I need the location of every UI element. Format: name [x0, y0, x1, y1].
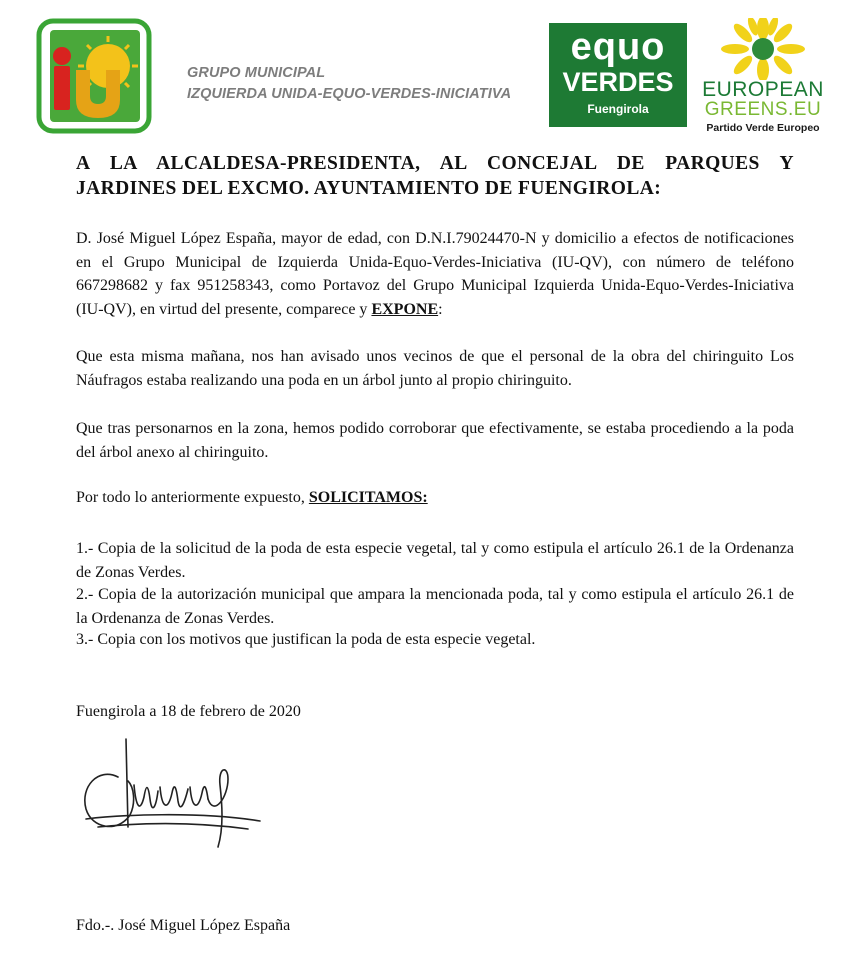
request-item-1: 1.- Copia de la solicitud de la poda de esta especie vegetal, tal y como estipula el artículo 26.1 de la Ordenanza de Zonas Verdes.: [76, 540, 794, 581]
intro-paragraph: [76, 227, 794, 321]
solicit-line: [76, 489, 794, 507]
fuengirola-word: Fuengirola: [587, 102, 649, 116]
solicitamos-label: SOLICITAMOS:: [308, 489, 428, 506]
expone-label: EXPONE: [371, 300, 439, 318]
greens-eu-word: GREENS.EU: [704, 99, 822, 120]
paragraph-1: Que esta misma mañana, nos han avisado unos vecinos de que el personal de la obra del chiringuito Los Náufragos estaba realizando una poda en un árbol junto al propio chiringuito.: [76, 348, 794, 389]
iu-logo: [36, 18, 152, 134]
sunflower-icon: [713, 18, 813, 80]
document-title-line1: A LA ALCALDESA-PRESIDENTA, AL CONCEJAL DE PARQUES Y: [76, 153, 794, 174]
paragraph-2: Que tras personarnos en la zona, hemos podido corroborar que efectivamente, se estaba procediendo a la poda del árbol anexo al chiringuito.: [76, 420, 794, 461]
date-line: Fuengirola a 18 de febrero de 2020: [76, 703, 301, 720]
european-word: EUROPEAN: [702, 78, 824, 101]
equo-word: equo: [570, 26, 666, 68]
group-name-line1: GRUPO MUNICIPAL: [187, 65, 326, 81]
signed-by-line: Fdo.-. José Miguel López España: [76, 917, 291, 934]
request-item-3: 3.- Copia con los motivos que justifican la poda de esta especie vegetal.: [76, 631, 536, 648]
partido-verde-europeo: Partido Verde Europeo: [706, 122, 820, 134]
request-item-2: 2.- Copia de la autorización municipal que ampara la mencionada poda, tal y como estipula el artículo 26.1 de la Ordenanza de Zonas Verdes.: [76, 586, 794, 627]
document-title-line2: JARDINES DEL EXCMO. AYUNTAMIENTO DE FUENGIROLA:: [76, 178, 662, 199]
european-greens-logo: [688, 18, 848, 134]
group-name-line2: IZQUIERDA UNIDA-EQUO-VERDES-INICIATIVA: [187, 86, 512, 102]
intro-text: D. José Miguel López España, mayor de edad, con D.N.I.79024470-N y domicilio a efectos de notificaciones en el Grupo Municipal de Izquierda Unida-Equo-Verdes-Iniciativa (IU-QV), con número de teléfono 667298682 y fax 951258343, como Portavoz del Grupo Municipal Izquierda Unida-Equo-Verdes-Iniciativa (IU-QV), en virtud del presente, comparece y: [76, 230, 794, 318]
expone-suffix: :: [438, 300, 443, 318]
equo-verdes-logo: [549, 23, 687, 127]
solicit-prefix: Por todo lo anteriormente expuesto,: [76, 489, 305, 506]
verdes-word: VERDES: [562, 67, 674, 97]
handwritten-signature: [78, 737, 268, 867]
